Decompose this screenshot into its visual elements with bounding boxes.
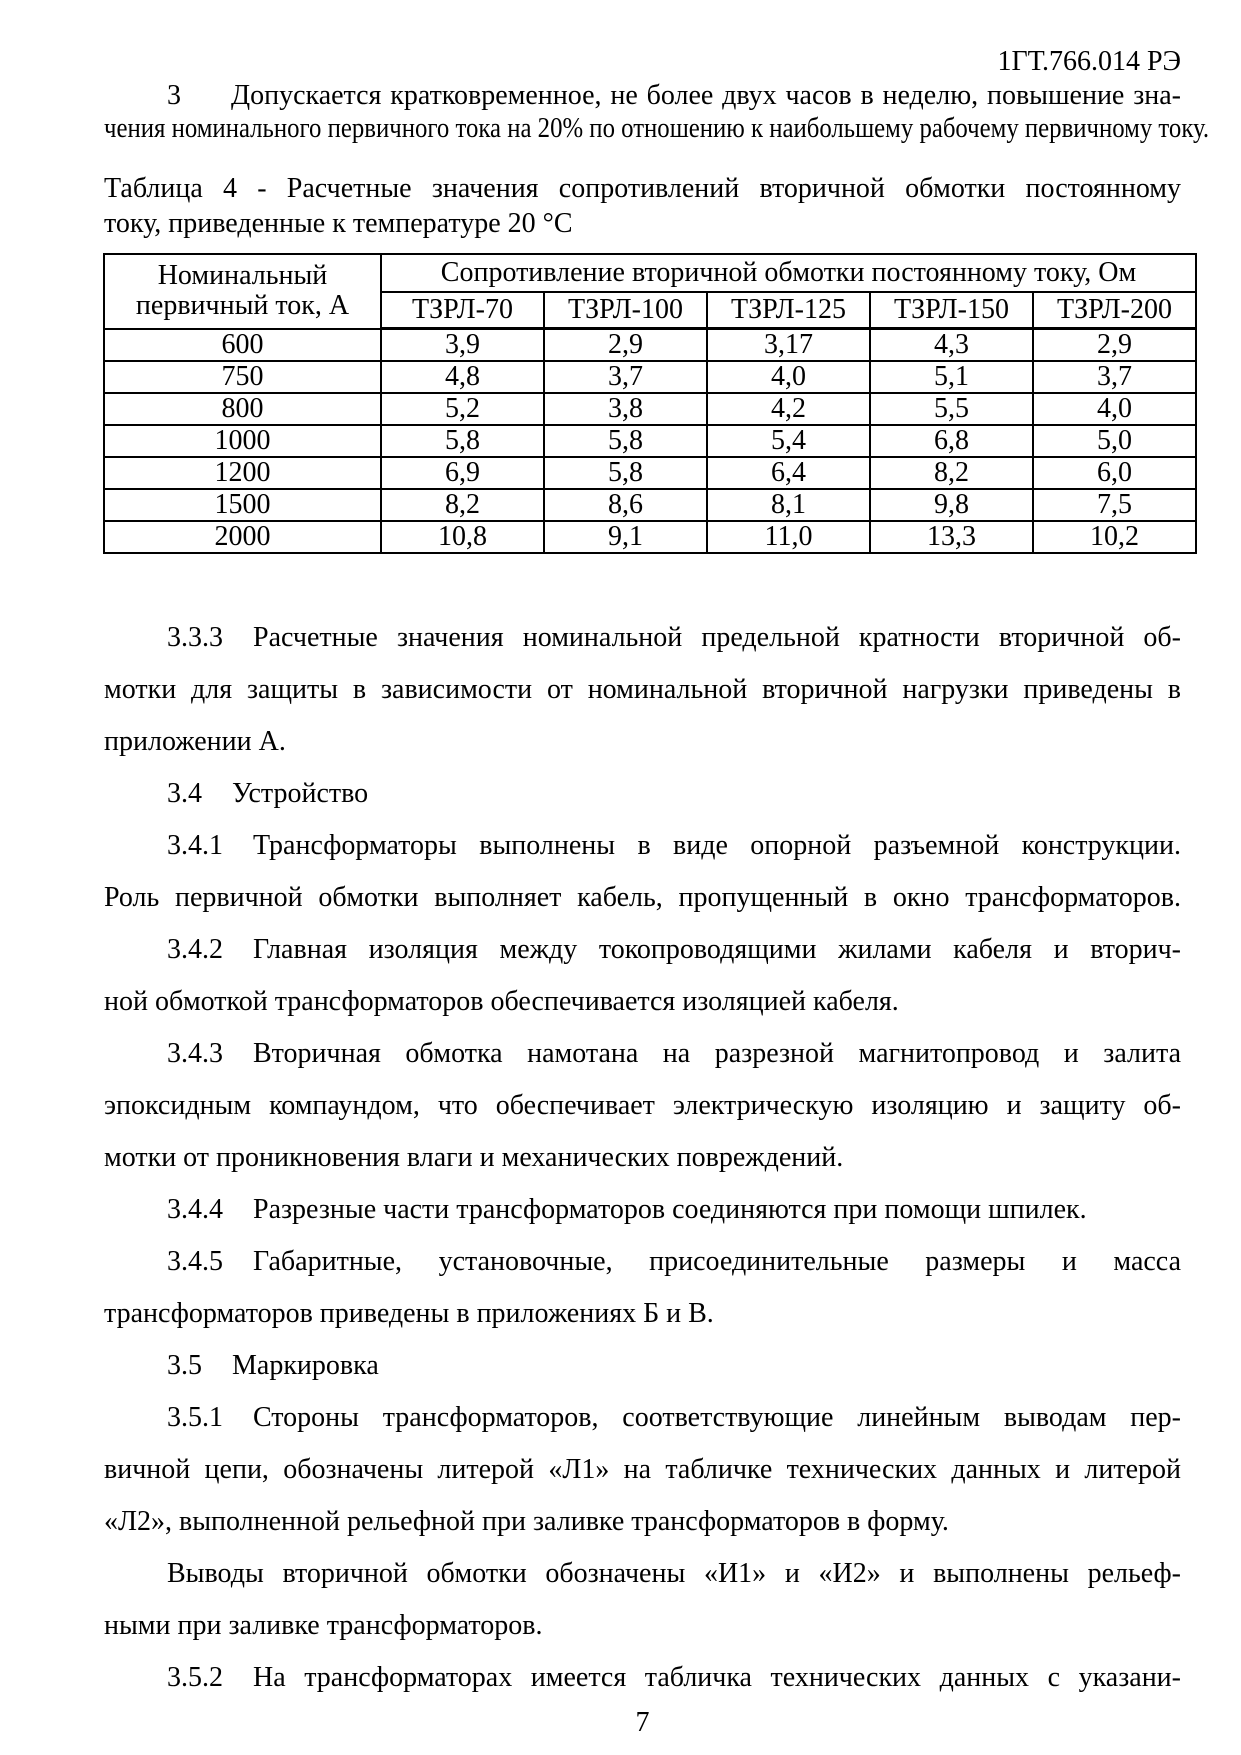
para-line-3.4.2 [104, 924, 1181, 976]
line-text: приложении А. [104, 726, 286, 757]
table-4-resistance-cell: 6,4 [707, 457, 870, 489]
para-line [104, 716, 1181, 768]
table-4-resistance-cell: 6,8 [870, 425, 1033, 457]
table-4-resistance-cell: 3,7 [1033, 361, 1196, 393]
para-line-3.4 [104, 768, 1181, 820]
table-4-resistance-cell: 4,8 [381, 361, 544, 393]
line-text: эпоксидным компаундом, что обеспечивает электрическую изоляцию и защиту об- [104, 1090, 1181, 1121]
table-row [104, 329, 1196, 362]
para-line [104, 1444, 1181, 1496]
para-line-3.5 [104, 1340, 1181, 1392]
table-4 [103, 253, 1197, 554]
table-4-resistance-cell: 6,9 [381, 457, 544, 489]
table-4-current-cell: 2000 [104, 521, 381, 553]
table-4-model-header: ТЗРЛ-200 [1033, 292, 1196, 329]
line-text: «Л2», выполненной рельефной при заливке трансформаторов в форму. [104, 1506, 949, 1537]
line-text: Вторичная обмотка намотана на разрезной магнитопровод и залита [253, 1038, 1181, 1069]
table-4-resistance-cell: 5,8 [544, 425, 707, 457]
section-number: 3.4.5 [167, 1246, 223, 1277]
table-4-caption-line-2: току, приведенные к температуре 20 °С [104, 208, 573, 239]
para-line-3.4.5 [104, 1236, 1181, 1288]
line-text: вичной цепи, обозначены литерой «Л1» на табличке технических данных и литерой [104, 1454, 1181, 1485]
table-row [104, 521, 1196, 553]
line-text: ной обмоткой трансформаторов обеспечивается изоляцией кабеля. [104, 986, 899, 1017]
line-text: Устройство [232, 778, 369, 809]
section-number: 3.4.4 [167, 1194, 223, 1225]
para-line [104, 1080, 1181, 1132]
line-text: ными при заливке трансформаторов. [104, 1610, 543, 1641]
table-row [104, 457, 1196, 489]
note-3-number: 3 [167, 80, 181, 111]
table-row [104, 425, 1196, 457]
table-4-resistance-cell: 10,2 [1033, 521, 1196, 553]
line-text: Расчетные значения номинальной предельной кратности вторичной об- [253, 622, 1181, 653]
para-line-3.5.2 [104, 1652, 1181, 1704]
section-number: 3.5.2 [167, 1662, 223, 1693]
table-4-resistance-cell: 11,0 [707, 521, 870, 553]
para-line [104, 664, 1181, 716]
table-4-resistance-cell: 3,17 [707, 329, 870, 362]
table-4-resistance-cell: 8,2 [381, 489, 544, 521]
section-number: 3.4.1 [167, 830, 223, 861]
table-4-resistance-cell: 10,8 [381, 521, 544, 553]
table-4-resistance-cell: 3,7 [544, 361, 707, 393]
table-4-current-cell: 600 [104, 329, 381, 362]
table-4-current-cell: 1200 [104, 457, 381, 489]
table-4-resistance-cell: 7,5 [1033, 489, 1196, 521]
table-4-resistance-cell: 5,2 [381, 393, 544, 425]
table-4-header-row-1 [104, 254, 1196, 292]
table-4-resistance-cell: 3,8 [544, 393, 707, 425]
note-3-text: Допускается кратковременное, не более двух часов в неделю, повышение зна- [231, 80, 1181, 111]
doc-number: 1ГТ.766.014 РЭ [997, 46, 1181, 77]
table-4-resistance-cell: 13,3 [870, 521, 1033, 553]
body-text [104, 612, 1181, 1704]
line-text: Главная изоляция между токопроводящими жилами кабеля и вторич- [253, 934, 1181, 965]
table-4-model-header: ТЗРЛ-125 [707, 292, 870, 329]
table-4-resistance-cell: 9,1 [544, 521, 707, 553]
table-4-resistance-cell: 4,0 [707, 361, 870, 393]
line-text: Разрезные части трансформаторов соединяются при помощи шпилек. [253, 1194, 1087, 1225]
table-4-resistance-cell: 5,0 [1033, 425, 1196, 457]
table-4-resistance-cell: 5,8 [544, 457, 707, 489]
table-4-resistance-cell: 5,5 [870, 393, 1033, 425]
line-text: Маркировка [232, 1350, 379, 1381]
note-3 [104, 79, 1210, 145]
line-text: Трансформаторы выполнены в виде опорной разъемной конструкции. [253, 830, 1181, 861]
table-4-resistance-cell: 5,1 [870, 361, 1033, 393]
line-text: Габаритные, установочные, присоединительные размеры и масса [253, 1246, 1181, 1277]
table-4-resistance-cell: 6,0 [1033, 457, 1196, 489]
para-line-3.4.1 [104, 820, 1181, 872]
section-number: 3.5 [167, 1350, 202, 1381]
table-4-resistance-cell: 5,4 [707, 425, 870, 457]
table-4-resistance-cell: 8,6 [544, 489, 707, 521]
line-text: мотки от проникновения влаги и механических повреждений. [104, 1142, 844, 1173]
section-number: 3.3.3 [167, 622, 223, 653]
table-4-resistance-cell: 4,0 [1033, 393, 1196, 425]
table-4-current-cell: 1000 [104, 425, 381, 457]
para-line-3.3.3 [104, 612, 1181, 664]
table-4-resistance-cell: 5,8 [381, 425, 544, 457]
section-number: 3.4.2 [167, 934, 223, 965]
table-4-resistance-cell: 2,9 [544, 329, 707, 362]
page-number: 7 [635, 1707, 650, 1738]
line-text: Роль первичной обмотки выполняет кабель, пропущенный в окно трансформаторов. [104, 882, 1181, 913]
para-line [104, 1132, 1181, 1184]
section-number: 3.5.1 [167, 1402, 223, 1433]
table-4-current-cell: 1500 [104, 489, 381, 521]
table-4-resistance-cell: 2,9 [1033, 329, 1196, 362]
table-row [104, 393, 1196, 425]
para-line [104, 976, 1181, 1028]
table-4-model-header: ТЗРЛ-150 [870, 292, 1033, 329]
table-4-current-cell: 800 [104, 393, 381, 425]
table-4-span-header: Сопротивление вторичной обмотки постоянному току, Ом [381, 254, 1196, 292]
section-number: 3.4 [167, 778, 202, 809]
line-text: мотки для защиты в зависимости от номинальной вторичной нагрузки приведены в [104, 674, 1181, 705]
para-line-3.4.4 [104, 1184, 1181, 1236]
table-4-resistance-cell: 4,3 [870, 329, 1033, 362]
table-row [104, 489, 1196, 521]
table-4-col1-header: Номинальный первичный ток, А [104, 254, 381, 329]
line-text: Стороны трансформаторов, соответствующие линейным выводам пер- [253, 1402, 1181, 1433]
para-line [104, 872, 1181, 924]
line-text: Выводы вторичной обмотки обозначены «И1» и «И2» и выполнены рельеф- [167, 1558, 1181, 1589]
line-text: трансформаторов приведены в приложениях Б и В. [104, 1298, 714, 1329]
table-row [104, 361, 1196, 393]
para-line [104, 1496, 1181, 1548]
para-line [104, 1288, 1181, 1340]
section-number: 3.4.3 [167, 1038, 223, 1069]
table-4-resistance-cell: 8,1 [707, 489, 870, 521]
table-4-resistance-cell: 9,8 [870, 489, 1033, 521]
table-4-model-header: ТЗРЛ-70 [381, 292, 544, 329]
table-4-caption-line-1: Таблица 4 - Расчетные значения сопротивлений вторичной обмотки постоянному [104, 173, 1181, 204]
note-3-line-1 [104, 79, 1181, 112]
table-4-caption [104, 171, 1181, 241]
table-4-resistance-cell: 4,2 [707, 393, 870, 425]
line-text: На трансформаторах имеется табличка технических данных с указани- [253, 1662, 1181, 1693]
table-4-resistance-cell: 8,2 [870, 457, 1033, 489]
table-4-model-header: ТЗРЛ-100 [544, 292, 707, 329]
table-4-current-cell: 750 [104, 361, 381, 393]
para-line [104, 1548, 1181, 1600]
para-line-3.5.1 [104, 1392, 1181, 1444]
para-line [104, 1600, 1181, 1652]
note-3-line-2: чения номинального первичного тока на 20% по отношению к наибольшему рабочему первичному току. [104, 113, 1210, 144]
para-line-3.4.3 [104, 1028, 1181, 1080]
table-4-resistance-cell: 3,9 [381, 329, 544, 362]
